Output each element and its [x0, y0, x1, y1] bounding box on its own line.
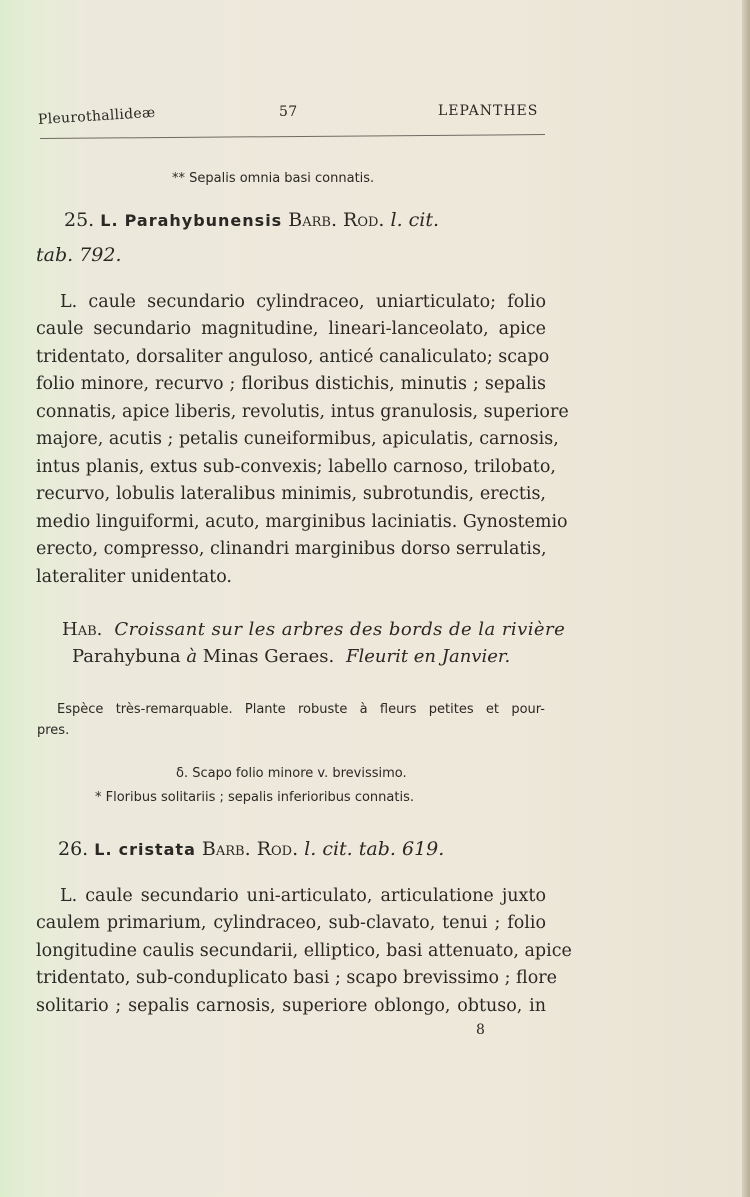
description-line: folio minore, recurvo ; floribus distichis, minutis ; sepalis: [36, 374, 546, 394]
running-head-right: LEPANTHES: [438, 103, 539, 119]
species-name: Parahybunensis: [124, 211, 283, 230]
entry-number: 25.: [64, 209, 95, 231]
description-line: caulem primarium, cylindraceo, sub-clavato, tenui ; folio: [36, 913, 546, 933]
entry-26-title: [58, 838, 444, 860]
subsection-line-1: δ. Scapo folio minore v. brevissimo.: [176, 766, 407, 781]
entry-25-title: [64, 209, 439, 231]
description-line: intus planis, extus sub-convexis; labello carnoso, trilobato,: [36, 457, 556, 477]
description-line: recurvo, lobulis lateralibus minimis, subrotundis, erectis,: [36, 484, 546, 504]
citation: l. cit.: [390, 209, 440, 231]
note-line-2: pres.: [37, 723, 70, 738]
description-line: connatis, apice liberis, revolutis, intus granulosis, superiore: [36, 402, 569, 422]
description-line: majore, acutis ; petalis cuneiformibus, apiculatis, carnosis,: [36, 429, 559, 449]
header-rule: [40, 134, 545, 139]
note-line-1: Espèce très-remarquable. Plante robuste à fleurs petites et pour-: [57, 702, 545, 717]
habitat-text: Croissant sur les arbres des bords de la rivière: [114, 619, 566, 640]
description-line: caule secundario magnitudine, lineari-lanceolato, apice: [36, 319, 546, 339]
genus-abbrev: L.: [100, 211, 119, 230]
habitat-line-1: [62, 619, 566, 640]
page-number: 57: [279, 104, 298, 120]
entry-25-tab: tab. 792.: [36, 244, 122, 266]
hab-label: Hab.: [62, 619, 103, 640]
genus-abbrev: L.: [94, 840, 113, 859]
citation: l. cit.: [304, 838, 353, 860]
description-line: solitario ; sepalis carnosis, superiore oblongo, obtuso, in: [36, 996, 546, 1016]
description-line: L. caule secundario cylindraceo, uniarticulato; folio: [60, 292, 546, 312]
author: Barb. Rod.: [201, 838, 299, 860]
running-head-left: Pleurothallideæ: [37, 104, 156, 128]
entry-number: 26.: [58, 838, 89, 860]
page-edge: [742, 0, 750, 1197]
description-line: L. caule secundario uni-articulato, articulatione juxto: [60, 886, 546, 906]
section-heading: ** Sepalis omnia basi connatis.: [172, 171, 375, 186]
species-name: cristata: [118, 840, 196, 859]
description-line: tridentato, sub-conduplicato basi ; scapo brevissimo ; flore: [36, 968, 557, 988]
author: Barb. Rod.: [288, 209, 385, 231]
plate: tab. 619.: [358, 838, 445, 860]
description-line: erecto, compresso, clinandri marginibus dorso serrulatis,: [36, 539, 547, 559]
subsection-line-2: * Floribus solitariis ; sepalis inferioribus connatis.: [95, 790, 414, 805]
description-line: longitudine caulis secundarii, elliptico, basi attenuato, apice: [36, 941, 572, 961]
description-line: medio linguiformi, acuto, marginibus laciniatis. Gynostemio: [36, 512, 568, 532]
description-line: lateraliter unidentato.: [36, 567, 232, 587]
habitat-line-2: Parahybuna à Minas Geraes. Fleurit en Janvier.: [72, 646, 511, 667]
signature-mark: 8: [476, 1022, 485, 1038]
description-line: tridentato, dorsaliter anguloso, anticé canaliculato; scapo: [36, 347, 550, 367]
